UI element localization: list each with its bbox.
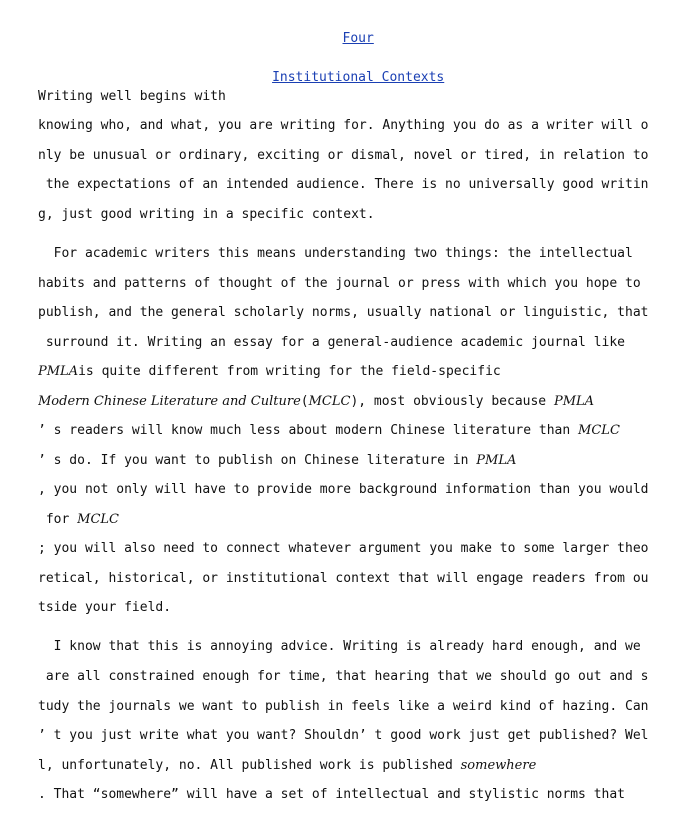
paragraph-line: knowing who, and what, you are writing for. Anything you do as a writer will o xyxy=(38,118,649,133)
paragraph-line: retical, historical, or institutional context that will engage readers from ou xyxy=(38,571,649,586)
paragraph-line xyxy=(38,756,675,776)
line-text: is quite different from writing for the field-specific xyxy=(78,364,501,379)
line-text: ’ s do. If you want to publish on Chinese literature in xyxy=(38,453,477,468)
journal-title-pmla: PMLA xyxy=(476,453,517,468)
journal-abbr-mclc: MCLC xyxy=(578,423,620,438)
paragraph-line xyxy=(38,392,675,412)
paragraph-line: surround it. Writing an essay for a general-audience academic journal like xyxy=(38,335,625,350)
line-text: for xyxy=(38,512,78,527)
line-text: ), most obviously because xyxy=(350,394,554,409)
journal-title-mclc-full: Modern Chinese Literature and Culture xyxy=(38,394,301,409)
chapter-title-link[interactable]: Institutional Contexts xyxy=(272,70,445,85)
journal-abbr-mclc: MCLC xyxy=(308,394,351,409)
emphasis-somewhere: somewhere xyxy=(460,758,537,773)
paragraph-line: are all constrained enough for time, that hearing that we should go out and s xyxy=(38,669,649,684)
chapter-title-heading[interactable] xyxy=(0,48,685,85)
line-text: ’ s readers will know much less about modern Chinese literature than xyxy=(38,423,579,438)
paragraph-line: . That “somewhere” will have a set of intellectual and stylistic norms that xyxy=(38,787,625,802)
paragraph-line xyxy=(38,510,675,530)
paragraph-line: tudy the journals we want to publish in feels like a weird kind of hazing. Can xyxy=(38,699,649,714)
paragraph-line: the expectations of an intended audience. There is no universally good writin xyxy=(38,177,649,192)
chapter-number-heading[interactable] xyxy=(0,9,685,46)
paragraph-line: habits and patterns of thought of the journal or press with which you hope to xyxy=(38,276,641,291)
paragraph-line xyxy=(38,451,675,471)
paragraph-line: ; you will also need to connect whatever argument you make to some larger theo xyxy=(38,541,649,556)
journal-title-pmla: PMLA xyxy=(38,364,79,379)
line-text: ( xyxy=(300,394,309,409)
journal-abbr-mclc: MCLC xyxy=(77,512,119,527)
paragraph-line: publish, and the general scholarly norms, usually national or linguistic, that xyxy=(38,305,649,320)
paragraph-line: ’ t you just write what you want? Shouldn’ t good work just get published? Wel xyxy=(38,728,649,743)
paragraph-line: , you not only will have to provide more background information than you would xyxy=(38,482,649,497)
line-text: l, unfortunately, no. All published work is published xyxy=(38,758,461,773)
paragraph-line: For academic writers this means understanding two things: the intellectual xyxy=(38,246,633,261)
paragraph-line: I know that this is annoying advice. Writing is already hard enough, and we xyxy=(38,639,641,654)
journal-title-pmla: PMLA xyxy=(553,394,595,409)
paragraph-line: Writing well begins with xyxy=(38,89,226,104)
paragraph-line: tside your field. xyxy=(38,600,172,615)
chapter-number-link[interactable]: Four xyxy=(342,31,374,46)
paragraph-line xyxy=(38,362,675,382)
paragraph-line xyxy=(38,421,675,441)
paragraph-line: nly be unusual or ordinary, exciting or dismal, novel or tired, in relation to xyxy=(38,148,649,163)
paragraph-line: g, just good writing in a specific context. xyxy=(38,207,375,222)
